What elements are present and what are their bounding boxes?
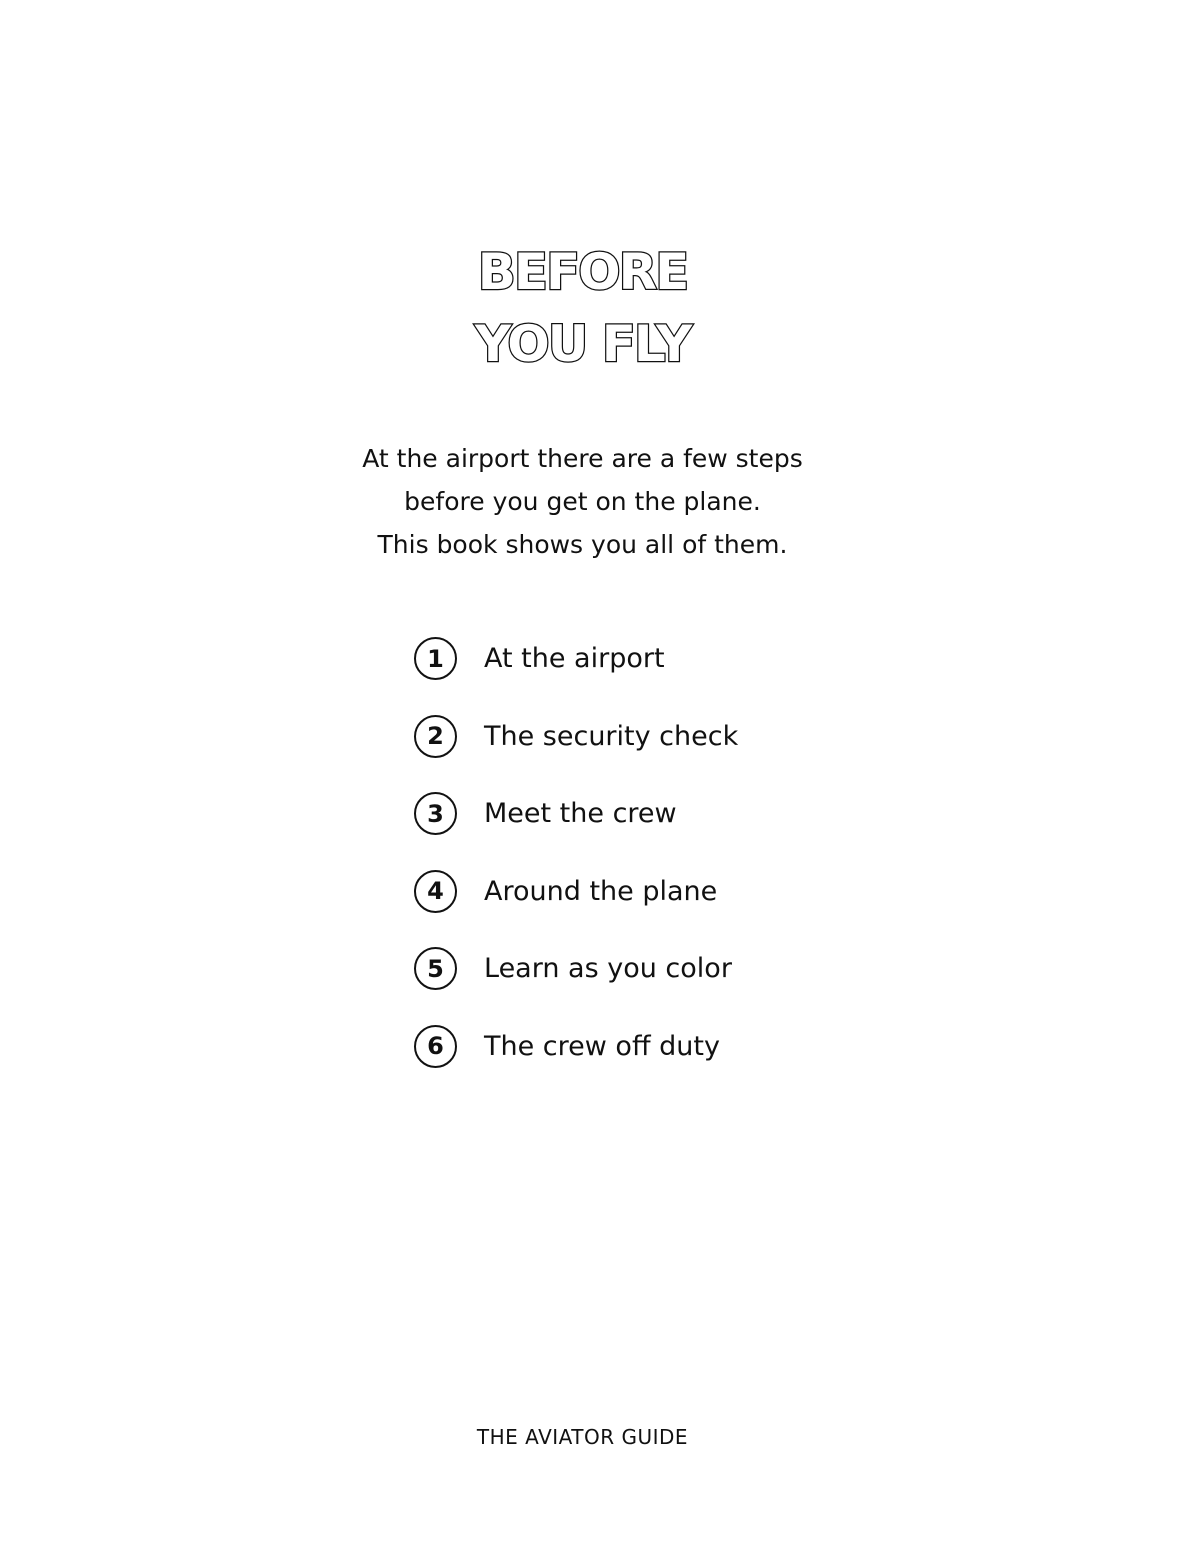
title-line-1: BEFORE	[477, 243, 688, 301]
contents-item	[414, 869, 738, 914]
contents-item	[414, 1024, 738, 1069]
circled-number-badge: 2	[414, 715, 457, 758]
contents-item-label: The security check	[484, 720, 739, 752]
page-title	[0, 236, 1165, 380]
title-line-2: YOU FLY	[474, 315, 691, 373]
intro-line: This book shows you all of them.	[377, 530, 788, 559]
circled-number-badge: 5	[414, 947, 457, 990]
circled-number-badge: 1	[414, 637, 457, 680]
contents-item-label: At the airport	[484, 643, 665, 674]
contents-item	[414, 791, 738, 836]
footer-brand: THE AVIATOR GUIDE	[476, 1425, 689, 1449]
intro-paragraph	[0, 437, 1165, 566]
circled-number-badge: 6	[414, 1025, 457, 1068]
contents-item	[414, 636, 738, 681]
contents-item-label: Learn as you color	[484, 953, 732, 984]
contents-list	[414, 636, 738, 1101]
contents-item-label: Around the plane	[484, 875, 718, 907]
intro-line: before you get on the plane.	[404, 487, 761, 516]
contents-item	[414, 946, 738, 991]
contents-item	[414, 714, 738, 759]
contents-item-label: Meet the crew	[484, 798, 677, 829]
intro-line: At the airport there are a few steps	[362, 444, 803, 473]
circled-number-badge: 4	[414, 870, 457, 913]
contents-item-label: The crew off duty	[484, 1030, 720, 1062]
circled-number-badge: 3	[414, 792, 457, 835]
